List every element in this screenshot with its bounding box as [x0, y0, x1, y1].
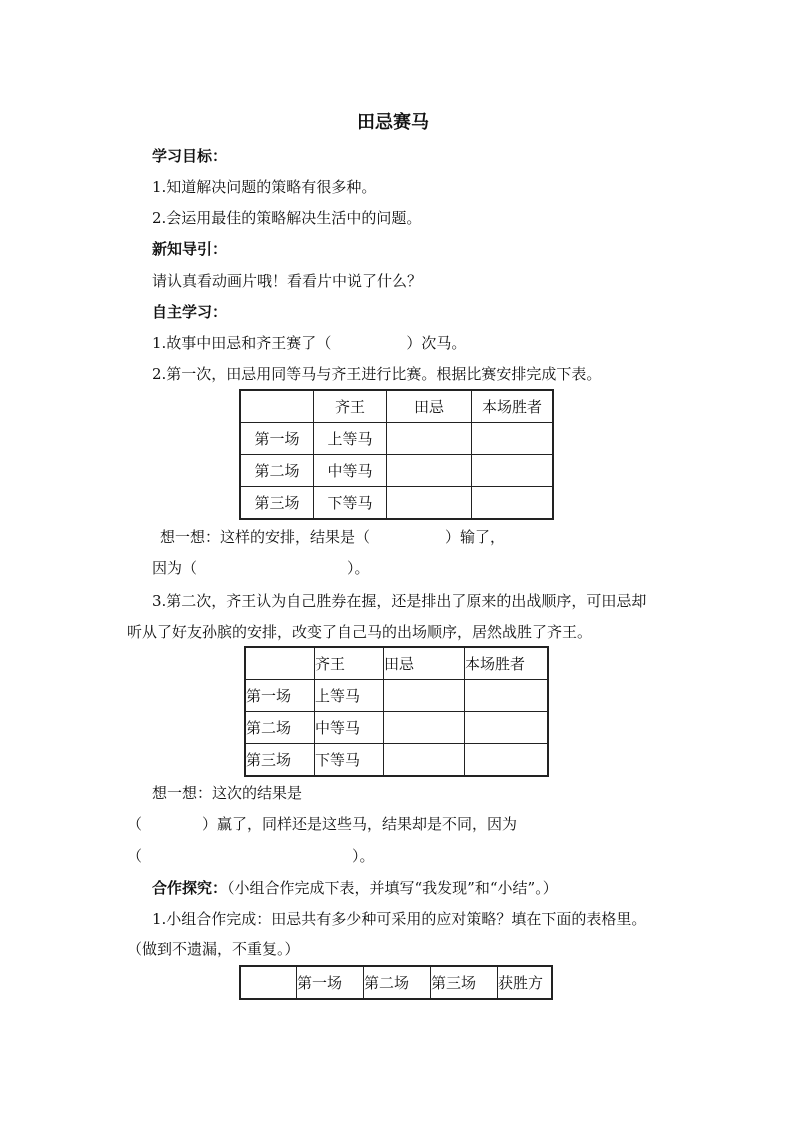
first-race-table	[239, 389, 554, 520]
table-cell	[465, 744, 549, 777]
table-cell: 第三场	[240, 487, 314, 520]
table-header-cell: 第二场	[364, 966, 431, 999]
table-cell: 下等马	[315, 744, 384, 777]
table-cell: 第一场	[245, 680, 315, 712]
intro-text: 请认真看动画片哦！看看片中说了什么？	[152, 272, 423, 290]
question-2: 2.第一次，田忌用同等马与齐王进行比赛。根据比赛安排完成下表。	[152, 365, 602, 383]
page-title: 田忌赛马	[357, 112, 429, 133]
cooperation-note: （小组合作完成下表，并填写“我发现”和“小结”。）	[227, 879, 558, 897]
table-header-cell	[245, 647, 315, 680]
table-header-cell: 本场胜者	[465, 647, 549, 680]
table-header-cell: 田忌	[384, 647, 465, 680]
table-cell	[465, 680, 549, 712]
table-row	[245, 744, 548, 777]
objective-2: 2.会运用最佳的策略解决生活中的问题。	[152, 209, 422, 227]
question-3-line-a: 3.第二次，齐王认为自己胜券在握，还是排出了原来的出战顺序，可田忌却	[152, 592, 647, 610]
cooperation-heading: 合作探究：	[152, 879, 228, 897]
table-cell	[472, 423, 554, 455]
think-1-line-b: 因为（ ）。	[152, 559, 370, 577]
cooperation-line	[152, 877, 558, 898]
table-row	[240, 423, 553, 455]
table-header-cell: 齐王	[315, 647, 384, 680]
self-study-heading: 自主学习：	[152, 303, 228, 321]
intro-heading: 新知导引：	[152, 240, 228, 258]
table-row	[245, 712, 548, 744]
table-cell	[472, 487, 554, 520]
question-1: 1.故事中田忌和齐王赛了（ ）次马。	[152, 334, 467, 352]
objective-1: 1.知道解决问题的策略有很多种。	[152, 178, 377, 196]
think-1-line-a: 想一想：这样的安排，结果是（ ）输了，	[160, 528, 506, 546]
table-cell: 中等马	[315, 712, 384, 744]
cooperation-q1-line-b: （做到不遗漏，不重复。）	[127, 940, 300, 958]
table-cell	[472, 455, 554, 487]
table-header-cell: 获胜方	[498, 966, 553, 999]
table-cell	[384, 712, 465, 744]
table-cell: 上等马	[314, 423, 387, 455]
table-cell: 下等马	[314, 487, 387, 520]
table-header-cell: 第三场	[431, 966, 498, 999]
think-2-line-b: （ ）赢了，同样还是这些马，结果却是不同，因为	[127, 815, 518, 833]
cooperation-q1-line-a: 1.小组合作完成：田忌共有多少种可采用的应对策略？填在下面的表格里。	[152, 910, 647, 928]
table-cell: 第三场	[245, 744, 315, 777]
table-cell: 第一场	[240, 423, 314, 455]
objectives-heading: 学习目标：	[152, 147, 228, 165]
table-header-cell: 田忌	[387, 390, 472, 423]
table-cell: 第二场	[240, 455, 314, 487]
table-cell	[384, 744, 465, 777]
table-header-cell: 齐王	[314, 390, 387, 423]
table-cell: 第二场	[245, 712, 315, 744]
table-cell: 中等马	[314, 455, 387, 487]
table-header-row	[240, 390, 553, 423]
table-header-cell	[240, 390, 314, 423]
strategy-table	[239, 965, 553, 1000]
table-cell	[387, 423, 472, 455]
table-header-row	[240, 966, 552, 999]
table-row	[240, 487, 553, 520]
table-cell	[387, 455, 472, 487]
table-row	[240, 455, 553, 487]
table-cell	[465, 712, 549, 744]
question-3-line-b: 听从了好友孙膑的安排，改变了自己马的出场顺序，居然战胜了齐王。	[127, 623, 593, 641]
think-2-line-a: 想一想：这次的结果是	[152, 784, 303, 802]
table-header-cell	[240, 966, 297, 999]
table-cell	[387, 487, 472, 520]
table-cell: 上等马	[315, 680, 384, 712]
table-cell	[384, 680, 465, 712]
table-row	[245, 680, 548, 712]
think-2-line-c: （ ）。	[127, 847, 375, 865]
table-header-row	[245, 647, 548, 680]
second-race-table	[244, 646, 549, 777]
table-header-cell: 本场胜者	[472, 390, 554, 423]
table-header-cell: 第一场	[297, 966, 364, 999]
